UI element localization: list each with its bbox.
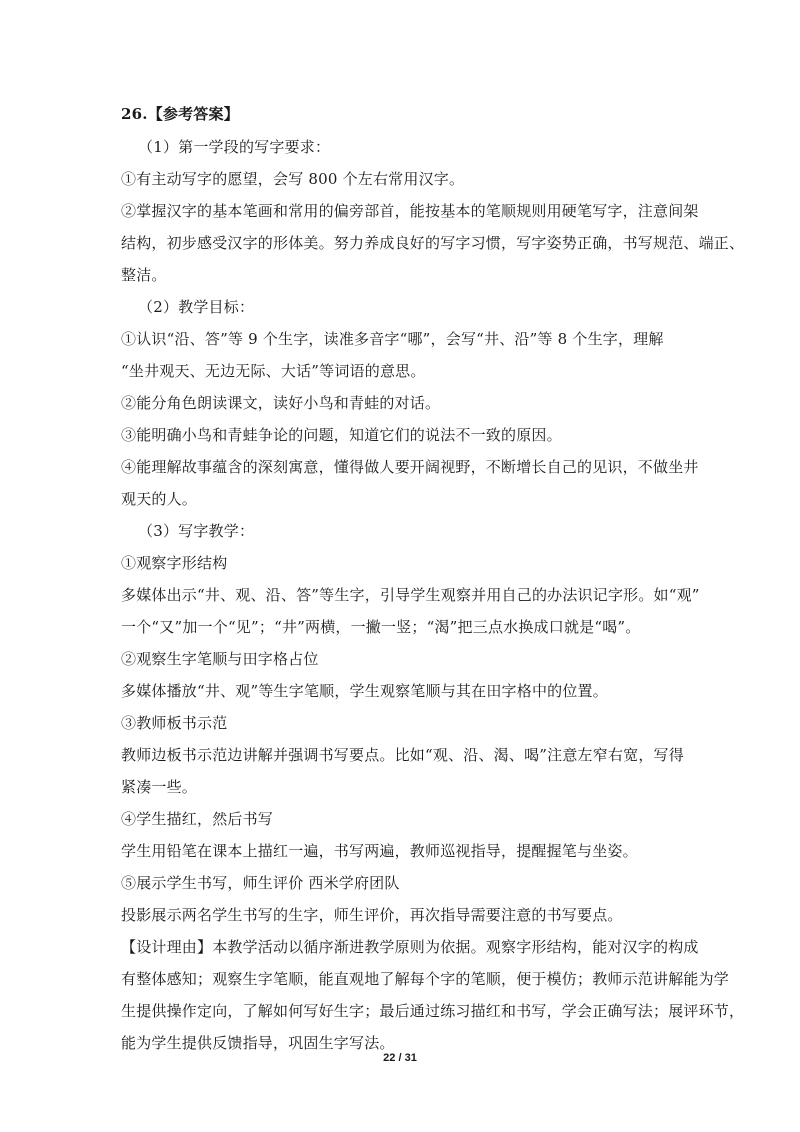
text-line: ②能分角色朗读课文，读好小鸟和青蛙的对话。 — [121, 394, 441, 412]
text-line: ②掌握汉字的基本笔画和常用的偏旁部首，能按基本的笔顺规则用硬笔写字，注意间架 — [121, 202, 699, 220]
design-reason-line: 【设计理由】本教学活动以循序渐进教学原则为依据。观察字形结构，能对汉字的构成 — [121, 938, 699, 956]
text-line: 紧凑一些。 — [121, 778, 198, 796]
text-line: 学生用铅笔在课本上描红一遍，书写两遍，教师巡视指导，提醒握笔与坐姿。 — [121, 842, 638, 860]
text-line: 能为学生提供反馈指导，巩固生字写法。 — [121, 1034, 395, 1052]
text-line: 结构，初步感受汉字的形体美。努力养成良好的写字习惯，写字姿势正确，书写规范、端正、 — [121, 234, 745, 252]
text-line: ④学生描红，然后书写 — [121, 810, 274, 828]
text-line: 多媒体出示“井、观、沿、答”等生字，引导学生观察并用自己的办法识记字形。如“观” — [121, 586, 700, 604]
text-line: 教师边板书示范边讲解并强调书写要点。比如“观、沿、渴、喝”注意左窄右宽，写得 — [121, 746, 684, 764]
text-line: （2）教学目标： — [138, 298, 255, 316]
page-number: 22 / 31 — [383, 1052, 417, 1064]
text-line: 生提供操作定向，了解如何写好生字；最后通过练习描红和书写，学会正确写法；展评环节， — [121, 1002, 745, 1020]
text-line: ③能明确小鸟和青蛙争论的问题，知道它们的说法不一致的原因。 — [121, 426, 562, 444]
text-line: ①认识“沿、答”等 9 个生字，读准多音字“哪”，会写“井、沿”等 8 个生字，理解 — [121, 330, 664, 348]
text-line: ⑤展示学生书写，师生评价 西米学府团队 — [121, 874, 400, 892]
text-line: ②观察生字笔顺与田字格占位 — [121, 650, 319, 668]
text-line: （3）写字教学： — [138, 522, 255, 540]
text-line: ③教师板书示范 — [121, 714, 228, 732]
text-line: 有整体感知；观察生字笔顺，能直观地了解每个字的笔顺，便于模仿；教师示范讲解能为学 — [121, 970, 730, 988]
text-line: ①观察字形结构 — [121, 554, 228, 572]
text-line: ④能理解故事蕴含的深刻寓意，懂得做人要开阔视野，不断增长自己的见识，不做坐井 — [121, 458, 699, 476]
text-line: 多媒体播放“井、观”等生字笔顺，学生观察笔顺与其在田字格中的位置。 — [121, 682, 608, 700]
text-line: ①有主动写字的愿望，会写 800 个左右常用汉字。 — [121, 170, 465, 188]
text-line: 观天的人。 — [121, 490, 198, 508]
text-line: 一个“又”加一个“见”；“井”两横，一撇一竖；“渴”把三点水换成口就是“喝”。 — [121, 618, 641, 636]
text-line: 投影展示两名学生书写的生字，师生评价，再次指导需要注意的书写要点。 — [121, 906, 623, 924]
text-line: “坐井观天、无边无际、大话”等词语的意思。 — [121, 362, 426, 380]
text-line: 整洁。 — [121, 266, 167, 284]
text-line: （1）第一学段的写字要求： — [138, 138, 331, 156]
answer-heading: 26.【参考答案】 — [121, 105, 239, 123]
